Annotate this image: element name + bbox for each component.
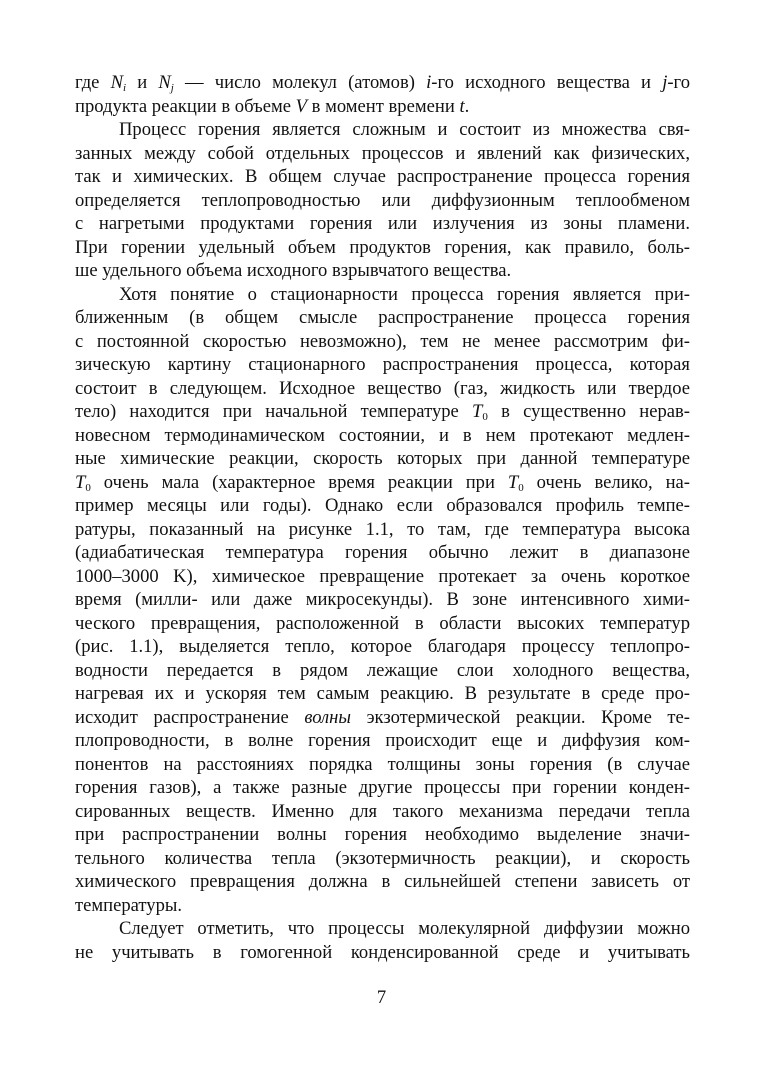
text-line: с постоянной скоростью невозможно), тем не менее рассмотрим фи- bbox=[75, 330, 690, 352]
text-line: плопроводности, в волне горения происходит еще и диффузия ком- bbox=[75, 730, 690, 751]
body-text bbox=[75, 71, 690, 964]
text-line: $T_0$ очень мала (характерное время реакции при $T_0$ очень велико, на- bbox=[75, 471, 690, 494]
text-line: пример месяцы или годы). Однако если образовался профиль темпе- bbox=[75, 495, 690, 516]
text-line: ческого превращения, расположенной в области высоких температур bbox=[75, 612, 690, 634]
paragraph bbox=[75, 71, 690, 118]
text-line: температуры. bbox=[75, 894, 183, 916]
page-number: 7 bbox=[376, 987, 387, 1008]
text-line: понентов на расстояниях порядка толщины зоны горения (в случае bbox=[75, 753, 690, 775]
text-line: зическую картину стационарного распространения процесса, которая bbox=[75, 354, 690, 375]
text-line: ше удельного объема исходного взрывчатого вещества. bbox=[75, 260, 512, 281]
paragraph bbox=[75, 118, 690, 283]
text-line: исходит распространение волны экзотермической реакции. Кроме те- bbox=[75, 706, 690, 728]
text-line: сированных веществ. Именно для такого механизма передачи тепла bbox=[75, 800, 690, 822]
text-line: ные химические реакции, скорость которых при данной температуре bbox=[75, 448, 690, 469]
text-line: новесном термодинамическом состоянии, и в нем протекают медлен- bbox=[75, 424, 690, 446]
text-line: так и химических. В общем случае распространение процесса горения bbox=[75, 166, 690, 187]
text-line: водности передается в рядом лежащие слои холодного вещества, bbox=[75, 659, 690, 681]
text-line: не учитывать в гомогенной конденсированной среде и учитывать bbox=[75, 941, 690, 963]
text-line: определяется теплопроводностью или диффузионным теплообменом bbox=[75, 189, 690, 211]
text-line: Процесс горения является сложным и состоит из множества свя- bbox=[119, 119, 690, 140]
text-line: занных между собой отдельных процессов и явлений как физических, bbox=[75, 142, 690, 164]
text-line: нагревая их и ускоряя тем самым реакцию. В результате в среде про- bbox=[75, 683, 690, 704]
text-line: химического превращения должна в сильнейшей степени зависеть от bbox=[75, 871, 690, 892]
text-line: Хотя понятие о стационарности процесса горения является при- bbox=[119, 283, 690, 305]
text-line: где $N_i$ и $N_j$ — число молекул (атомов) i-го исходного вещества и j-го bbox=[75, 72, 691, 94]
text-line: тело) находится при начальной температуре $T_0$ в существенно нерав- bbox=[75, 401, 690, 423]
text-line: время (милли- или даже микросекунды). В зоне интенсивного хими- bbox=[75, 589, 690, 610]
text-line: с нагретыми продуктами горения или излучения из зоны пламени. bbox=[75, 213, 690, 234]
text-line: горения газов), а также разные другие процессы при горении конден- bbox=[75, 777, 690, 798]
text-line: При горении удельный объем продуктов горения, как правило, боль- bbox=[75, 236, 690, 258]
text-line: продукта реакции в объеме V в момент времени t. bbox=[75, 95, 470, 117]
text-line: (адиабатическая температура горения обычно лежит в диапазоне bbox=[75, 542, 690, 563]
text-line: при распространении волны горения необходимо выделение значи- bbox=[75, 824, 690, 845]
text-line: ближенным (в общем смысле распространение процесса горения bbox=[75, 307, 690, 328]
text-line: состоит в следующем. Исходное вещество (газ, жидкость или твердое bbox=[75, 377, 690, 399]
text-line: 1000–3000 K), химическое превращение протекает за очень короткое bbox=[75, 565, 690, 587]
text-line: (рис. 1.1), выделяется тепло, которое благодаря процессу теплопро- bbox=[75, 636, 690, 657]
paragraph bbox=[75, 283, 690, 918]
text-line: Следует отметить, что процессы молекулярной диффузии можно bbox=[119, 918, 690, 939]
text-line: тельного количества тепла (экзотермичность реакции), и скорость bbox=[75, 847, 690, 869]
paragraph bbox=[75, 917, 690, 964]
text-line: ратуры, показанный на рисунке 1.1, то там, где температура высока bbox=[75, 518, 690, 540]
